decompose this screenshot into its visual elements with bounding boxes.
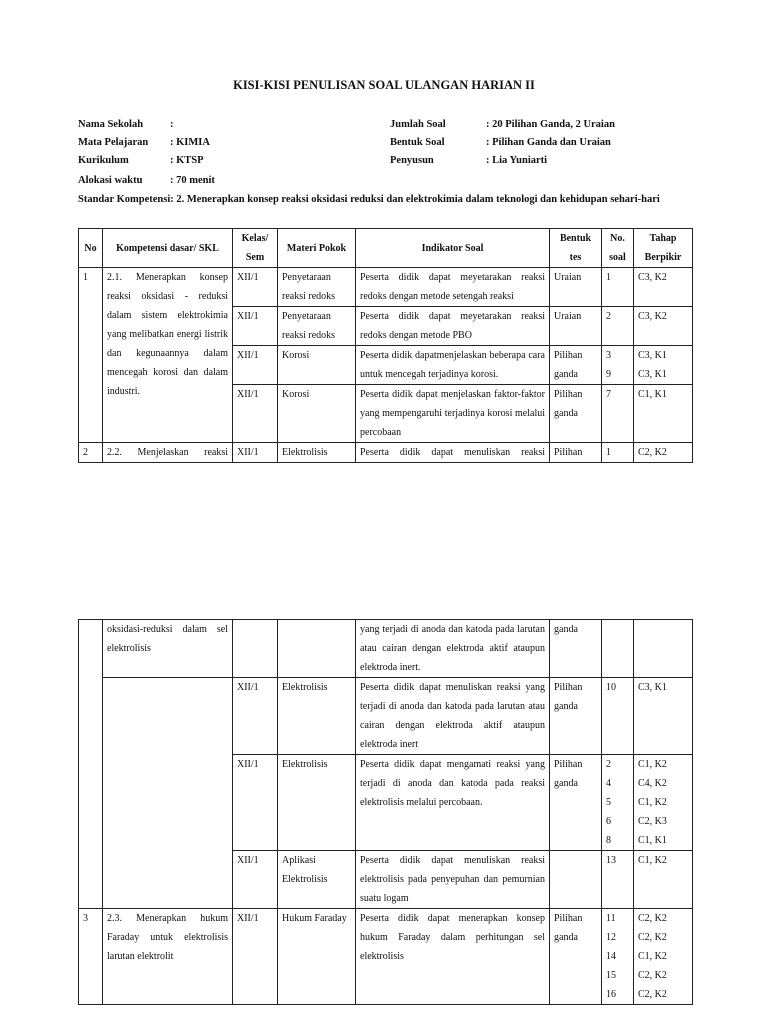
tahap-cell: C2, K2 <box>634 443 693 463</box>
kompetensi-dasar-cell <box>103 678 233 909</box>
tahap-item: C1, K1 <box>638 835 667 846</box>
tahap-item: C2, K3 <box>638 816 667 827</box>
tahap-cell: C3, K2 <box>634 307 693 346</box>
kelas-cell: XII/1 <box>233 755 278 851</box>
indikator-cell: yang terjadi di anoda dan katoda pada larutan atau cairan dengan elektroda aktif ataupun elektroda inert. <box>356 620 550 678</box>
bentuk-cell: ganda <box>550 620 602 678</box>
tahap-item: C3, K1 <box>638 369 667 380</box>
indikator-cell: Peserta didik dapat menuliskan reaksi elektrolisis pada penyepuhan dan pemurnian suatu logam <box>356 851 550 909</box>
header-bentuk: Bentuk tes <box>550 229 602 268</box>
tahap-cell: C1, K2 <box>634 851 693 909</box>
kelas-cell <box>233 620 278 678</box>
header-kelas: Kelas/ Sem <box>233 229 278 268</box>
info-value-bentuk: : Pilihan Ganda dan Uraian <box>486 137 611 148</box>
kisi-table-page1 <box>78 228 693 463</box>
indikator-cell: Peserta didik dapat meyetarakan reaksi redoks dengan metode PBO <box>356 307 550 346</box>
standar-kompetensi: Standar Kompetensi: 2. Menerapkan konsep reaksi oksidasi reduksi dan elektrokimia dalam teknologi dan kehidupan sehari-hari <box>78 194 660 205</box>
nosoal-item: 9 <box>606 369 611 380</box>
nosoal-cell: 2 <box>602 307 634 346</box>
nosoal-cell: 1 <box>602 443 634 463</box>
bentuk-cell <box>550 851 602 909</box>
tahap-item: C2, K2 <box>638 970 667 981</box>
info-label-sekolah: Nama Sekolah <box>78 119 144 130</box>
tahap-cell <box>634 346 693 385</box>
materi-cell <box>278 620 356 678</box>
materi-cell: Korosi <box>278 385 356 443</box>
nosoal-item: 2 <box>606 759 611 770</box>
materi-cell: Korosi <box>278 346 356 385</box>
kompetensi-dasar-cell: oksidasi-reduksi dalam sel elektrolisis <box>103 620 233 678</box>
tahap-item: C2, K2 <box>638 932 667 943</box>
bentuk-cell: Pilihan <box>550 443 602 463</box>
document-title: KISI-KISI PENULISAN SOAL ULANGAN HARIAN II <box>233 78 535 92</box>
nosoal-cell <box>602 346 634 385</box>
nosoal-item: 5 <box>606 797 611 808</box>
nosoal-item: 14 <box>606 951 616 962</box>
tahap-cell <box>634 620 693 678</box>
kelas-cell: XII/1 <box>233 443 278 463</box>
info-value-alokasi: : 70 menit <box>170 175 215 186</box>
nosoal-item: 15 <box>606 970 616 981</box>
bentuk-cell: Pilihan ganda <box>550 909 602 1005</box>
table-row <box>79 620 693 678</box>
info-label-alokasi: Alokasi waktu <box>78 175 143 186</box>
tahap-cell <box>634 909 693 1005</box>
indikator-cell: Peserta didik dapat meyetarakan reaksi redoks dengan metode setengah reaksi <box>356 268 550 307</box>
info-value-kurikulum: : KTSP <box>170 155 204 166</box>
info-value-sekolah: : <box>170 119 174 130</box>
nosoal-cell: 7 <box>602 385 634 443</box>
header-nosoal: No. soal <box>602 229 634 268</box>
row-number <box>79 620 103 909</box>
nosoal-cell <box>602 909 634 1005</box>
header-indikator: Indikator Soal <box>356 229 550 268</box>
nosoal-cell <box>602 755 634 851</box>
nosoal-item: 16 <box>606 989 616 1000</box>
table-row <box>79 268 693 307</box>
table-row <box>79 678 693 755</box>
info-label-mapel: Mata Pelajaran <box>78 137 149 148</box>
indikator-cell: Peserta didik dapat menuliskan reaksi yang terjadi di anoda dan katoda pada larutan atau cairan dengan elektroda aktif ataupun elektroda inert <box>356 678 550 755</box>
row-number: 3 <box>79 909 103 1005</box>
materi-cell: Elektrolisis <box>278 755 356 851</box>
row-number: 1 <box>79 268 103 443</box>
kelas-cell: XII/1 <box>233 909 278 1005</box>
kompetensi-dasar-cell: 2.3. Menerapkan hukum Faraday untuk elektrolisis larutan elektrolit <box>103 909 233 1005</box>
table-row <box>79 909 693 1005</box>
kelas-cell: XII/1 <box>233 268 278 307</box>
nosoal-cell: 1 <box>602 268 634 307</box>
table-row <box>79 443 693 463</box>
materi-cell: Elektrolisis <box>278 678 356 755</box>
info-value-jumlah: : 20 Pilihan Ganda, 2 Uraian <box>486 119 615 130</box>
materi-cell: Hukum Faraday <box>278 909 356 1005</box>
nosoal-item: 6 <box>606 816 611 827</box>
nosoal-cell: 13 <box>602 851 634 909</box>
indikator-cell: Peserta didik dapat menerapkan konsep hukum Faraday dalam perhitungan sel elektrolisis <box>356 909 550 1005</box>
materi-cell: Penyetaraan reaksi redoks <box>278 268 356 307</box>
indikator-cell: Peserta didik dapat mengamati reaksi yang terjadi di anoda dan katoda pada reaksi elektrolisis melalui percobaan. <box>356 755 550 851</box>
nosoal-item: 3 <box>606 350 611 361</box>
kompetensi-dasar-cell: 2.1. Menerapkan konsep reaksi oksidasi - reduksi dalam sistem elektrokimia yang melibatkan energi listrik dan kegunaannya dalam mencegah korosi dan dalam industri. <box>103 268 233 443</box>
materi-cell: Aplikasi Elektrolisis <box>278 851 356 909</box>
kelas-cell: XII/1 <box>233 851 278 909</box>
info-label-jumlah: Jumlah Soal <box>390 119 446 130</box>
info-label-bentuk: Bentuk Soal <box>390 137 445 148</box>
bentuk-cell: Uraian <box>550 307 602 346</box>
header-kd: Kompetensi dasar/ SKL <box>103 229 233 268</box>
tahap-item: C1, K2 <box>638 951 667 962</box>
nosoal-item: 12 <box>606 932 616 943</box>
tahap-cell: C3, K2 <box>634 268 693 307</box>
kelas-cell: XII/1 <box>233 307 278 346</box>
bentuk-cell: Pilihan ganda <box>550 385 602 443</box>
nosoal-cell <box>602 620 634 678</box>
nosoal-cell: 10 <box>602 678 634 755</box>
info-value-mapel: : KIMIA <box>170 137 210 148</box>
info-value-penyusun: : Lia Yuniarti <box>486 155 548 166</box>
nosoal-item: 11 <box>606 913 616 924</box>
bentuk-cell: Pilihan ganda <box>550 755 602 851</box>
kelas-cell: XII/1 <box>233 678 278 755</box>
indikator-cell: Peserta didik dapat menuliskan reaksi <box>356 443 550 463</box>
kisi-table-page2 <box>78 619 693 1005</box>
materi-cell: Elektrolisis <box>278 443 356 463</box>
row-number: 2 <box>79 443 103 463</box>
nosoal-item: 8 <box>606 835 611 846</box>
tahap-item: C1, K2 <box>638 759 667 770</box>
header-materi: Materi Pokok <box>278 229 356 268</box>
tahap-cell: C3, K1 <box>634 678 693 755</box>
indikator-cell: Peserta didik dapat menjelaskan faktor-faktor yang mempengaruhi terjadinya korosi melalui percobaan <box>356 385 550 443</box>
info-label-kurikulum: Kurikulum <box>78 155 129 166</box>
tahap-item: C3, K1 <box>638 350 667 361</box>
tahap-cell: C1, K1 <box>634 385 693 443</box>
info-label-penyusun: Penyusun <box>390 155 434 166</box>
tahap-cell <box>634 755 693 851</box>
bentuk-cell: Uraian <box>550 268 602 307</box>
tahap-item: C1, K2 <box>638 797 667 808</box>
bentuk-cell: Pilihan ganda <box>550 346 602 385</box>
header-no: No <box>79 229 103 268</box>
header-tahap: Tahap Berpikir <box>634 229 693 268</box>
nosoal-item: 4 <box>606 778 611 789</box>
bentuk-cell: Pilihan ganda <box>550 678 602 755</box>
tahap-item: C2, K2 <box>638 989 667 1000</box>
tahap-item: C2, K2 <box>638 913 667 924</box>
kelas-cell: XII/1 <box>233 385 278 443</box>
table-header-row <box>79 229 693 268</box>
indikator-cell: Peserta didik dapatmenjelaskan beberapa cara untuk mencegah terjadinya korosi. <box>356 346 550 385</box>
tahap-item: C4, K2 <box>638 778 667 789</box>
kelas-cell: XII/1 <box>233 346 278 385</box>
kompetensi-dasar-cell: 2.2. Menjelaskan reaksi <box>103 443 233 463</box>
materi-cell: Penyetaraan reaksi redoks <box>278 307 356 346</box>
